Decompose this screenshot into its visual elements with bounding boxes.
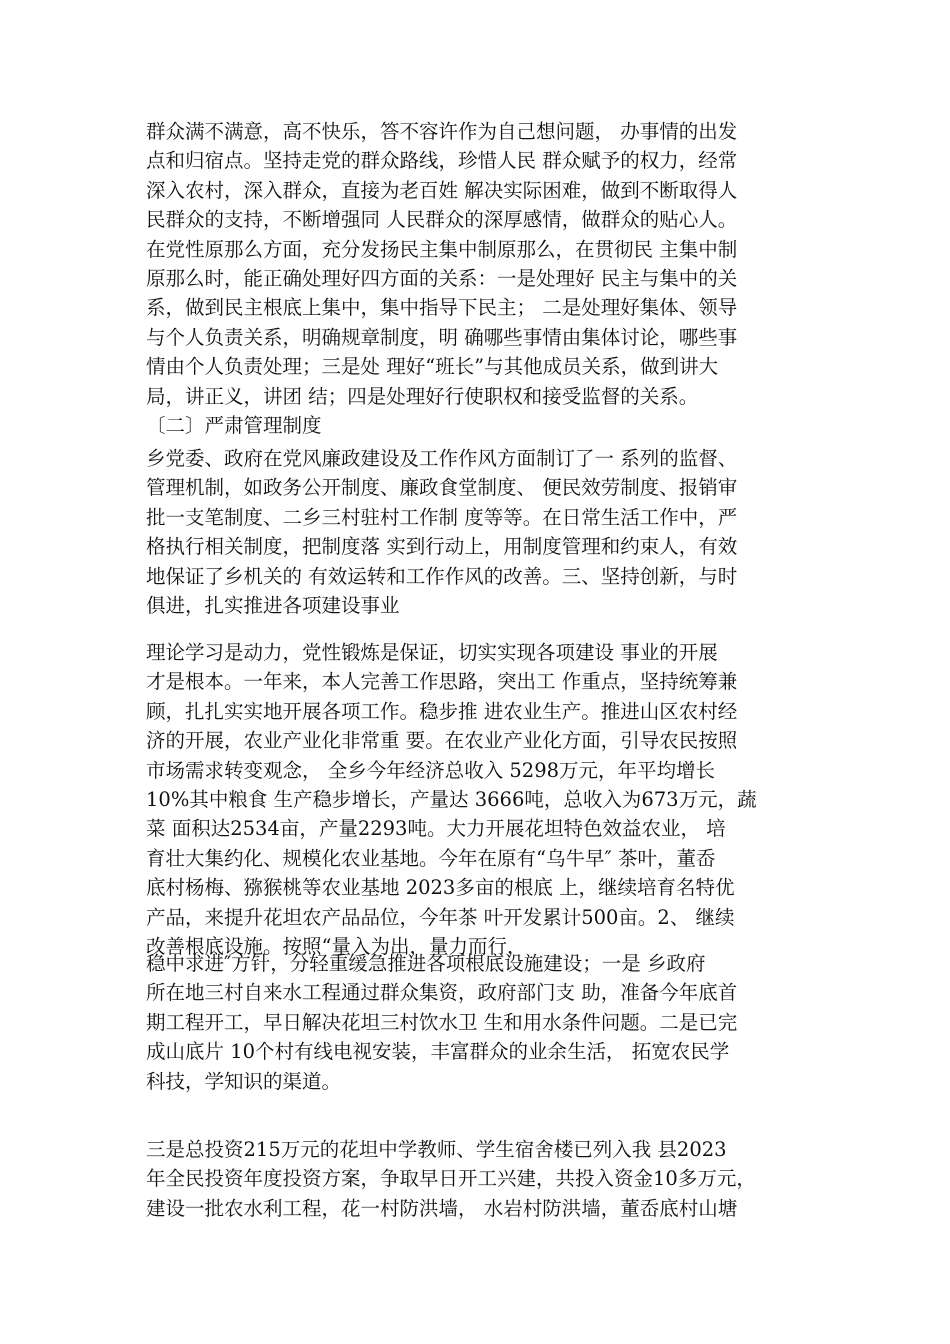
text-line: 群众满不满意，高不快乐，答不容许作为自己想问题， 办事情的出发 bbox=[146, 120, 738, 143]
text-line: 顾，扎扎实实地开展各项工作。稳步推 进农业生产。推进山区农村经 bbox=[146, 699, 738, 723]
text-line: 育壮大集约化、规模化农业基地。今年在原有“乌牛早″ 茶叶，董岙 bbox=[146, 846, 716, 870]
text-line: 科技，学知识的渠道。 bbox=[146, 1069, 342, 1093]
text-line: 改善根底设施。按照“量入为出，量力而行， bbox=[146, 934, 527, 958]
text-line: 三是总投资215万元的花坦中学教师、学生宿舍楼已列入我 县2023 bbox=[146, 1138, 727, 1161]
text-line: 菜 面积达2534亩，产量2293吨。大力开展花坦特色效益农业， 培 bbox=[146, 817, 726, 841]
text-line: 成山底片 10个村有线电视安装，丰富群众的业余生活， 拓宽农民学 bbox=[146, 1040, 730, 1064]
text-line: 10%其中粮食 生产稳步增长，产量达 3666吨，总收入为673万元，蔬 bbox=[146, 787, 757, 811]
text-line: 市场需求转变观念， 全乡今年经济总收入 5298万元，年平均增长 bbox=[146, 758, 716, 782]
text-line: 地保证了乡机关的 有效运转和工作作风的改善。三、坚持创新，与时 bbox=[146, 564, 738, 588]
paragraph-2 bbox=[146, 444, 816, 620]
text-line: 理论学习是动力，党性锻炼是保证，切实实现各项建设 事业的开展 bbox=[146, 641, 718, 664]
text-line: 局，讲正义，讲团 结；四是处理好行使职权和接受监督的关系。 bbox=[146, 384, 699, 408]
text-line: 民群众的支持，不断增强同 人民群众的深厚感情，做群众的贴心人。 bbox=[146, 208, 738, 232]
text-line: 底村杨梅、猕猴桃等农业基地 2023多亩的根底 上，继续培育名特优 bbox=[146, 876, 735, 900]
paragraph-3 bbox=[146, 638, 816, 961]
text-line: 期工程开工，早日解决花坦三村饮水卫 生和用水条件问题。二是已完 bbox=[146, 1010, 738, 1034]
paragraph-5 bbox=[146, 1135, 816, 1223]
text-line: 产品，来提升花坦农产品品位，今年茶 叶开发累计500亩。2、 继续 bbox=[146, 905, 735, 929]
text-line: 格执行相关制度，把制度落 实到行动上，用制度管理和约束人，有效 bbox=[146, 535, 738, 559]
text-line: 深入农村，深入群众，直接为老百姓 解决实际困难，做到不断取得人 bbox=[146, 178, 738, 202]
text-line: 点和归宿点。坚持走党的群众路线，珍惜人民 群众赋予的权力，经常 bbox=[146, 149, 738, 173]
text-line: 批一支笔制度、二乡三村驻村工作制 度等等。在日常生活工作中，严 bbox=[146, 505, 738, 529]
text-line: 原那么时，能正确处理好四方面的关系：一是处理好 民主与集中的关 bbox=[146, 266, 738, 290]
text-line: 建设一批农水利工程，花一村防洪墙， 水岩村防洪墙，董岙底村山塘 bbox=[146, 1196, 738, 1220]
text-line: 年全民投资年度投资方案，争取早日开工兴建，共投入资金10多万元， bbox=[146, 1167, 756, 1191]
text-line: 系，做到民主根底上集中，集中指导下民主； 二是处理好集体、领导 bbox=[146, 296, 738, 320]
text-line: 乡党委、政府在党风廉政建设及工作作风方面制订了一 系列的监督、 bbox=[146, 447, 738, 470]
text-line: 济的开展，农业产业化非常重 要。在农业产业化方面，引导农民按照 bbox=[146, 729, 738, 753]
text-line: 才是根本。一年来，本人完善工作思路，突出工 作重点，坚持统筹兼 bbox=[146, 670, 738, 694]
text-line: 管理机制，如政务公开制度、廉政食堂制度、 便民效劳制度、报销审 bbox=[146, 476, 738, 500]
paragraph-1 bbox=[146, 117, 816, 440]
paragraph-4 bbox=[146, 949, 816, 1096]
text-line: 稳中求进″方针，分轻重缓急推进各项根底设施建设；一是 乡政府 bbox=[146, 952, 706, 975]
section-heading: 〔二〕严肃管理制度 bbox=[146, 413, 322, 437]
text-line: 与个人负责关系，明确规章制度，明 确哪些事情由集体讨论，哪些事 bbox=[146, 325, 738, 349]
text-line: 在党性原那么方面，充分发扬民主集中制原那么，在贯彻民 主集中制 bbox=[146, 237, 738, 261]
text-line: 俱进，扎实推进各项建设事业 bbox=[146, 593, 400, 617]
text-line: 所在地三村自来水工程通过群众集资，政府部门支 助，准备今年底首 bbox=[146, 981, 738, 1005]
text-line: 情由个人负责处理；三是处 理好“班长”与其他成员关系，做到讲大 bbox=[146, 355, 719, 379]
